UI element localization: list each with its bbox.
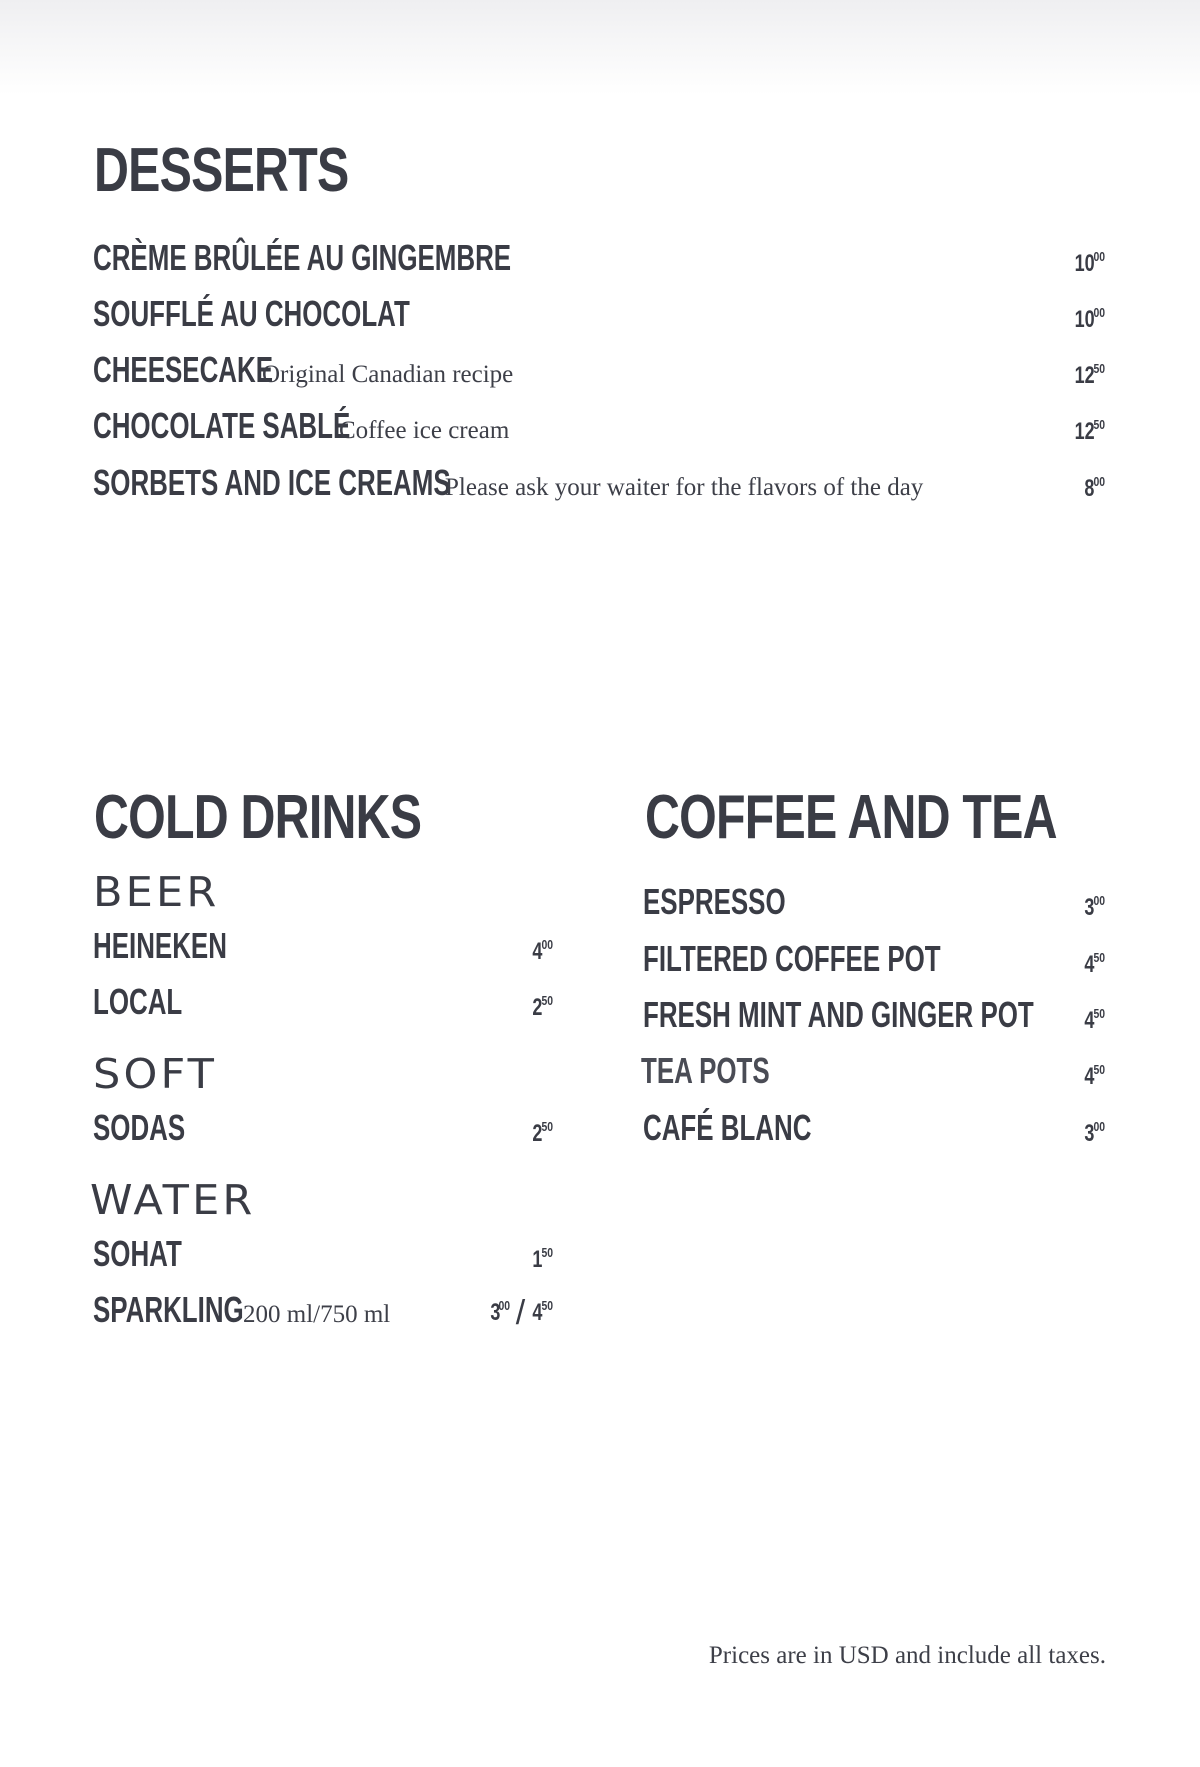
item-name: CAFÉ BLANC <box>643 1107 812 1148</box>
item-name: ESPRESSO <box>643 881 786 922</box>
menu-item <box>0 1232 560 1282</box>
item-description: Coffee ice cream <box>339 417 510 444</box>
item-price: 1250 <box>1074 361 1105 389</box>
item-description: Original Canadian recipe <box>262 361 514 388</box>
item-name: CHOCOLATE SABLÉ <box>93 405 351 446</box>
menu-item <box>0 1288 560 1338</box>
water-subheading: WATER <box>90 1176 256 1224</box>
coffee-tea-title: COFFEE AND TEA <box>645 783 1057 852</box>
item-price: 1000 <box>1074 305 1105 333</box>
item-price: 450 <box>1084 950 1105 978</box>
item-name: CRÈME BRÛLÉE AU GINGEMBRE <box>93 237 512 278</box>
item-price: 250 <box>532 993 553 1021</box>
price-note: Prices are in USD and include all taxes. <box>708 1642 1106 1669</box>
item-price: 800 <box>1084 474 1105 502</box>
item-price: 250 <box>532 1119 553 1147</box>
item-name: SOHAT <box>93 1233 182 1274</box>
menu-item <box>0 937 1200 987</box>
item-name: HEINEKEN <box>93 925 227 966</box>
menu-item <box>0 236 1200 286</box>
item-price: 150 <box>532 1245 553 1273</box>
item-name: SPARKLING <box>93 1289 244 1330</box>
item-name: SODAS <box>93 1107 186 1148</box>
desserts-title: DESSERTS <box>94 136 349 205</box>
item-price: 400 <box>532 937 553 965</box>
menu-item <box>0 404 1200 454</box>
item-price: 300 <box>1084 893 1105 921</box>
menu-item <box>0 348 1200 398</box>
item-price: 1250 <box>1074 417 1105 445</box>
menu-item <box>0 880 1200 930</box>
item-price: 300 <box>1084 1119 1105 1147</box>
menu-item <box>0 1049 1200 1099</box>
item-name: SOUFFLÉ AU CHOCOLAT <box>93 293 410 334</box>
item-description: Please ask your waiter for the flavors of the day <box>445 474 924 501</box>
menu-item <box>0 461 1200 511</box>
item-description: 200 ml/750 ml <box>243 1301 391 1328</box>
item-name: FILTERED COFFEE POT <box>643 938 941 979</box>
item-name: TEA POTS <box>641 1050 770 1091</box>
item-price: 450 <box>1084 1006 1105 1034</box>
item-name: FRESH MINT AND GINGER POT <box>643 994 1034 1035</box>
item-price: 1000 <box>1074 249 1105 277</box>
item-name: CHEESECAKE <box>93 349 274 390</box>
soft-subheading: SOFT <box>93 1050 218 1098</box>
beer-subheading: BEER <box>93 868 220 916</box>
item-name: LOCAL <box>93 981 183 1022</box>
item-name: SORBETS AND ICE CREAMS <box>93 462 451 503</box>
menu-item <box>0 292 1200 342</box>
item-price: 300 / 450 <box>490 1294 553 1332</box>
item-price: 450 <box>1084 1062 1105 1090</box>
menu-item <box>0 1106 1200 1156</box>
menu-item <box>0 993 1200 1043</box>
cold-drinks-title: COLD DRINKS <box>94 783 422 852</box>
top-shadow <box>0 0 1200 95</box>
